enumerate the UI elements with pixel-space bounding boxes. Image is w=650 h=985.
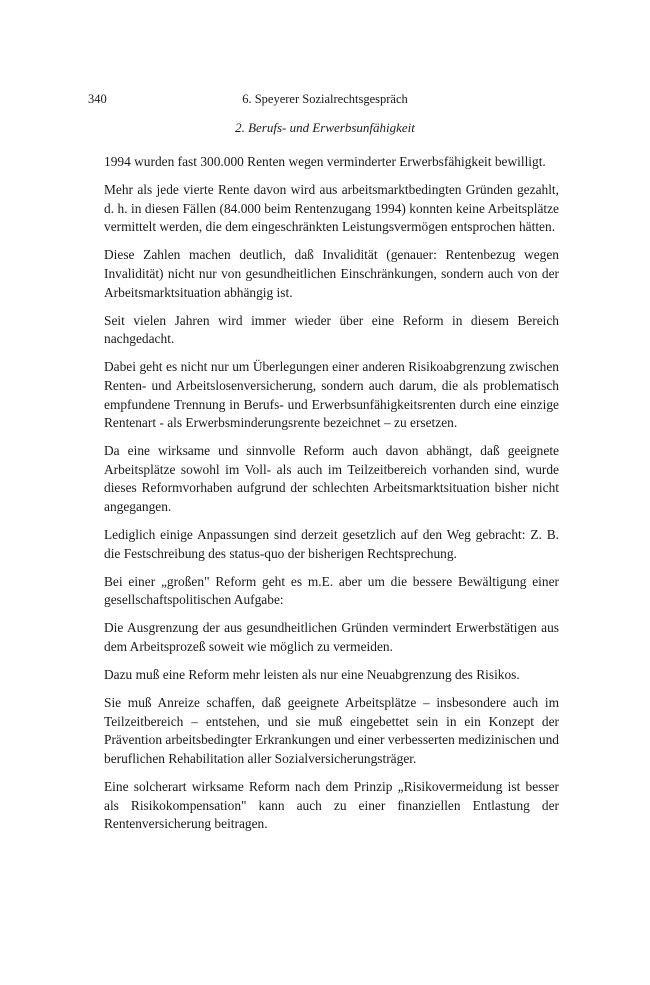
paragraph: Dazu muß eine Reform mehr leisten als nur eine Neuabgrenzung des Risikos. (104, 667, 520, 683)
running-title: 6. Speyerer Sozialrechtsgespräch (242, 92, 408, 106)
body-text (104, 153, 559, 843)
paragraph: Bei einer „großen" Reform geht es m.E. aber um die bessere Bewältigung einer gesellschaftspolitischen Aufgabe: (104, 573, 559, 608)
paragraph: Da eine wirksame und sinnvolle Reform auch davon abhängt, daß geeignete Arbeitsplätze sowohl im Voll- als auch im Teilzeitbereich vorhanden sind, wurde dieses Reformvorhaben aufgrund der schlechten Arbeitsmarktsituation bisher nicht angegangen. (104, 443, 559, 514)
page-number: 340 (88, 92, 107, 106)
section-heading: 2. Berufs- und Erwerbsunfähigkeit (235, 120, 415, 135)
running-head (88, 92, 562, 110)
paragraph: 1994 wurden fast 300.000 Renten wegen verminderter Erwerbsfähigkeit bewilligt. (104, 154, 546, 169)
paragraph: Sie muß Anreize schaffen, daß geeignete Arbeitsplätze – insbesondere auch im Teilzeitbereich – entstehen, und sie muß eingebettet sein in ein Konzept der Prävention arbeitsbedingter Erkrankungen und einer verbesserten medizinischen und beruflichen Rehabilitation aller Sozialversicherungsträger. (104, 695, 559, 767)
paragraph: Seit vielen Jahren wird immer wieder über eine Reform in diesem Bereich nachgedacht. (104, 312, 559, 347)
paragraph: Diese Zahlen machen deutlich, daß Invalidität (genauer: Rentenbezug wegen Invalidität) nicht nur von gesundheitlichen Einschränkungen, sondern auch von der Arbeitsmarktsituation abhängig ist. (104, 247, 559, 300)
paragraph: Eine solcherart wirksame Reform nach dem Prinzip „Risikovermeidung ist besser als Risikokompensation" kann auch zu einer finanziellen Entlastung der Rentenversicherung beitragen. (104, 779, 559, 832)
paragraph: Mehr als jede vierte Rente davon wird aus arbeitsmarktbedingten Gründen gezahlt, d. h. in diesen Fällen (84.000 beim Rentenzugang 1994) konnten keine Arbeitsplätze vermittelt werden, die dem eingeschränkten Leistungsvermögen entsprochen hätten. (104, 182, 559, 235)
paragraph: Die Ausgrenzung der aus gesundheitlichen Gründen vermindert Erwerbstätigen aus dem Arbeitsprozeß soweit wie möglich zu vermeiden. (104, 620, 559, 655)
paragraph: Lediglich einige Anpassungen sind derzeit gesetzlich auf den Weg gebracht: Z. B. die Festschreibung des status-quo der bisherigen Rechtsprechung. (104, 527, 559, 561)
paragraph: Dabei geht es nicht nur um Überlegungen einer anderen Risikoabgrenzung zwischen Renten- und Arbeitslosenversicherung, sondern auch darum, die als problematisch empfundene Trennung in Berufs- und Erwerbsunfähigkeitsrenten durch eine einzige Rentenart - als Erwerbsminderungsrente bezeichnet – zu ersetzen. (104, 359, 559, 431)
